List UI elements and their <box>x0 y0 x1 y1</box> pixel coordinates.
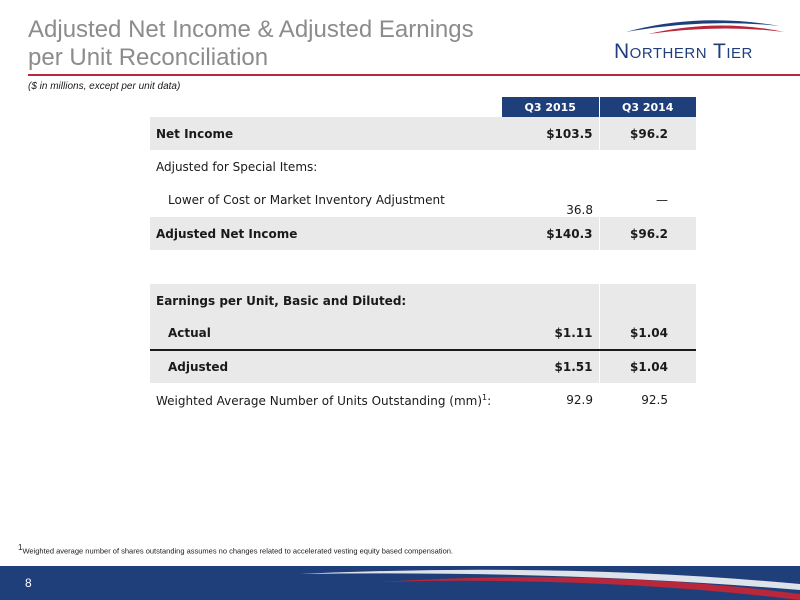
column-header-q3-2014: Q3 2014 <box>599 97 696 117</box>
row-label: Lower of Cost or Market Inventory Adjustment <box>150 183 502 217</box>
row-value-2014 <box>599 150 696 183</box>
header-row <box>150 97 696 117</box>
row-value-2015 <box>502 284 599 317</box>
row-value-2014: $1.04 <box>599 350 696 383</box>
row-value-2014: 92.5 <box>599 383 696 417</box>
table-row <box>150 350 696 383</box>
row-value-2014: $96.2 <box>599 217 696 250</box>
header-blank <box>150 97 502 117</box>
row-label: Adjusted Net Income <box>150 217 502 250</box>
row-label-text: Weighted Average Number of Units Outstanding (mm) <box>156 393 483 408</box>
row-value-2015 <box>502 150 599 183</box>
row-label: Earnings per Unit, Basic and Diluted: <box>150 284 502 317</box>
units-note: ($ in millions, except per unit data) <box>28 81 181 92</box>
logo-wordmark: Northern Tier <box>614 40 753 63</box>
table-row <box>150 183 696 217</box>
title-line-2: per Unit Reconciliation <box>28 44 269 71</box>
footnote <box>18 543 453 556</box>
row-value-2015: 92.9 <box>502 383 599 417</box>
table-row <box>150 383 696 417</box>
spacer-row <box>150 250 696 284</box>
table-row <box>150 217 696 250</box>
footer-bar <box>0 566 800 600</box>
row-value-2014: $1.04 <box>599 317 696 350</box>
row-value-2015: $1.11 <box>502 317 599 350</box>
footer-swoosh-icon <box>0 566 800 600</box>
title-line-1: Adjusted Net Income & Adjusted Earnings <box>28 16 474 43</box>
row-label: Actual <box>150 317 502 350</box>
row-value-2015: 36.8 <box>502 183 599 217</box>
row-value-2014: — <box>599 183 696 217</box>
row-label: Adjusted for Special Items: <box>150 150 502 183</box>
reconciliation-table <box>150 97 696 417</box>
row-value-2015: $103.5 <box>502 117 599 150</box>
table-row <box>150 117 696 150</box>
page-number: 8 <box>25 576 32 590</box>
table-row <box>150 284 696 317</box>
company-logo <box>608 10 784 66</box>
footnote-marker: 1 <box>482 392 488 402</box>
table-row <box>150 150 696 183</box>
table-row <box>150 317 696 350</box>
row-value-2015: $1.51 <box>502 350 599 383</box>
title-divider <box>28 74 800 76</box>
row-label: Adjusted <box>150 350 502 383</box>
logo-swoosh-icon <box>608 10 784 40</box>
row-label-suffix: : <box>487 393 492 408</box>
column-header-q3-2015: Q3 2015 <box>502 97 599 117</box>
footnote-number: 1 <box>18 543 23 552</box>
row-value-2014 <box>599 284 696 317</box>
row-label <box>150 383 502 417</box>
row-label: Net Income <box>150 117 502 150</box>
footnote-text: Weighted average number of shares outstanding assumes no changes related to accelerated vesting equity based compensation. <box>22 546 453 556</box>
row-value-2015: $140.3 <box>502 217 599 250</box>
slide-title <box>28 16 548 72</box>
row-value-2014: $96.2 <box>599 117 696 150</box>
